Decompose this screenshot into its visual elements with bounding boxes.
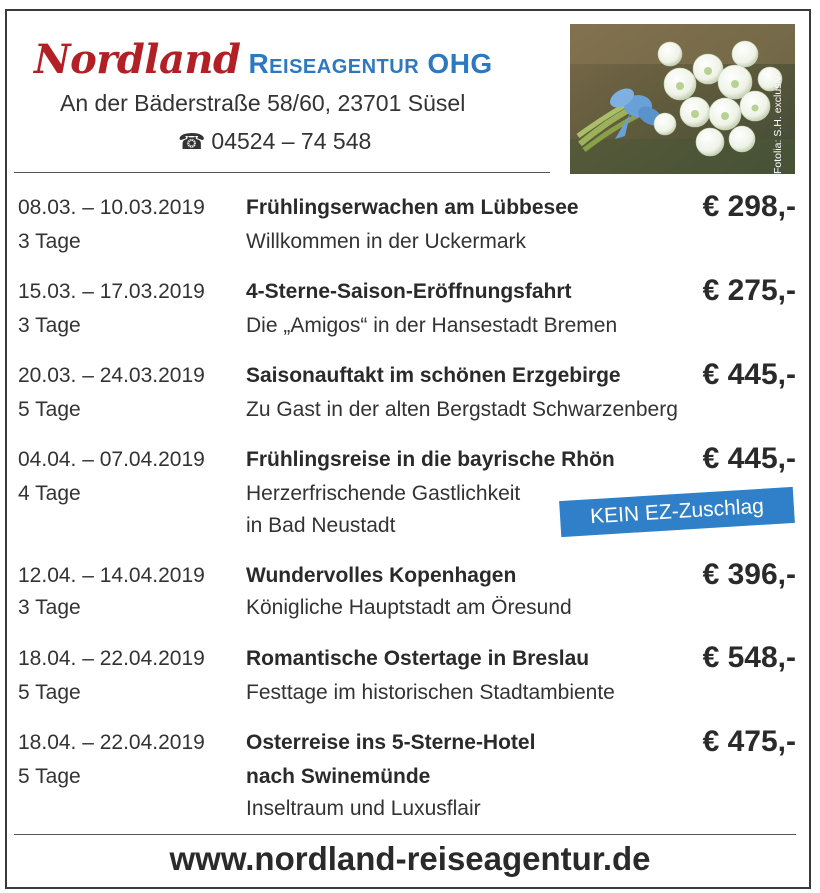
trip-date: 04.04. – 07.04.2019 xyxy=(18,448,205,471)
trip-price: € 275,- xyxy=(702,274,796,307)
footer-divider xyxy=(14,834,796,835)
trip-duration: 3 Tage xyxy=(18,596,81,619)
address: An der Bäderstraße 58/60, 23701 Süsel xyxy=(60,90,466,116)
trip-title: Wundervolles Kopenhagen xyxy=(246,564,517,587)
trip-date: 08.03. – 10.03.2019 xyxy=(18,196,205,219)
trip-duration: 4 Tage xyxy=(18,482,81,505)
trip-date: 15.03. – 17.03.2019 xyxy=(18,280,205,303)
trip-date: 20.03. – 24.03.2019 xyxy=(18,364,205,387)
photo-credit: Fotolia: S.H. exclusiv xyxy=(772,75,784,174)
trip-price: € 548,- xyxy=(702,641,796,674)
trip-subtitle: Festtage im historischen Stadtambiente xyxy=(246,681,615,704)
trip-duration: 3 Tage xyxy=(18,230,81,253)
trip-subtitle: Zu Gast in der alten Bergstadt Schwarzenberg xyxy=(246,398,678,421)
trip-duration: 5 Tage xyxy=(18,765,81,788)
brand-caps: Reiseagentur OHG xyxy=(248,48,493,79)
trip-duration: 5 Tage xyxy=(18,681,81,704)
brand-script: Nordland xyxy=(34,36,241,83)
trip-price: € 298,- xyxy=(702,190,796,223)
trip-price: € 396,- xyxy=(702,558,796,591)
trip-duration: 3 Tage xyxy=(18,314,81,337)
phone-number: 04524 – 74 548 xyxy=(211,128,372,154)
flower-bouquet-photo xyxy=(570,24,795,174)
trip-subtitle: Die „Amigos“ in der Hansestadt Bremen xyxy=(246,314,618,337)
trip-subtitle: Inseltraum und Luxusflair xyxy=(246,797,481,820)
trip-duration: 5 Tage xyxy=(18,398,81,421)
brand-logo xyxy=(34,36,493,83)
trip-title: Romantische Ostertage in Breslau xyxy=(246,647,590,670)
trip-subtitle-line2: in Bad Neustadt xyxy=(246,514,396,537)
trip-title-line2: nach Swinemünde xyxy=(246,765,431,788)
trip-date: 18.04. – 22.04.2019 xyxy=(18,647,205,670)
trip-price: € 445,- xyxy=(702,442,796,475)
trip-title: Frühlingsreise in die bayrische Rhön xyxy=(246,448,615,471)
trip-title: 4-Sterne-Saison-Eröffnungsfahrt xyxy=(246,280,572,303)
no-single-room-surcharge-badge: KEIN EZ-Zuschlag xyxy=(559,487,795,537)
trip-price: € 445,- xyxy=(702,358,796,391)
trip-title: Frühlingserwachen am Lübbesee xyxy=(246,196,579,219)
trip-date: 12.04. – 14.04.2019 xyxy=(18,564,205,587)
phone-line xyxy=(178,128,371,155)
trip-price: € 475,- xyxy=(702,725,796,758)
trip-subtitle: Königliche Hauptstadt am Öresund xyxy=(246,596,572,619)
trip-subtitle: Willkommen in der Uckermark xyxy=(246,230,527,253)
trip-title: Osterreise ins 5-Sterne-Hotel xyxy=(246,731,536,754)
website-url[interactable]: www.nordland-reiseagentur.de xyxy=(169,840,651,877)
trip-subtitle: Herzerfrischende Gastlichkeit xyxy=(246,482,521,505)
header-divider xyxy=(14,172,550,173)
trip-date: 18.04. – 22.04.2019 xyxy=(18,731,205,754)
trip-title: Saisonauftakt im schönen Erzgebirge xyxy=(246,364,621,387)
phone-icon: ☎ xyxy=(178,129,206,154)
